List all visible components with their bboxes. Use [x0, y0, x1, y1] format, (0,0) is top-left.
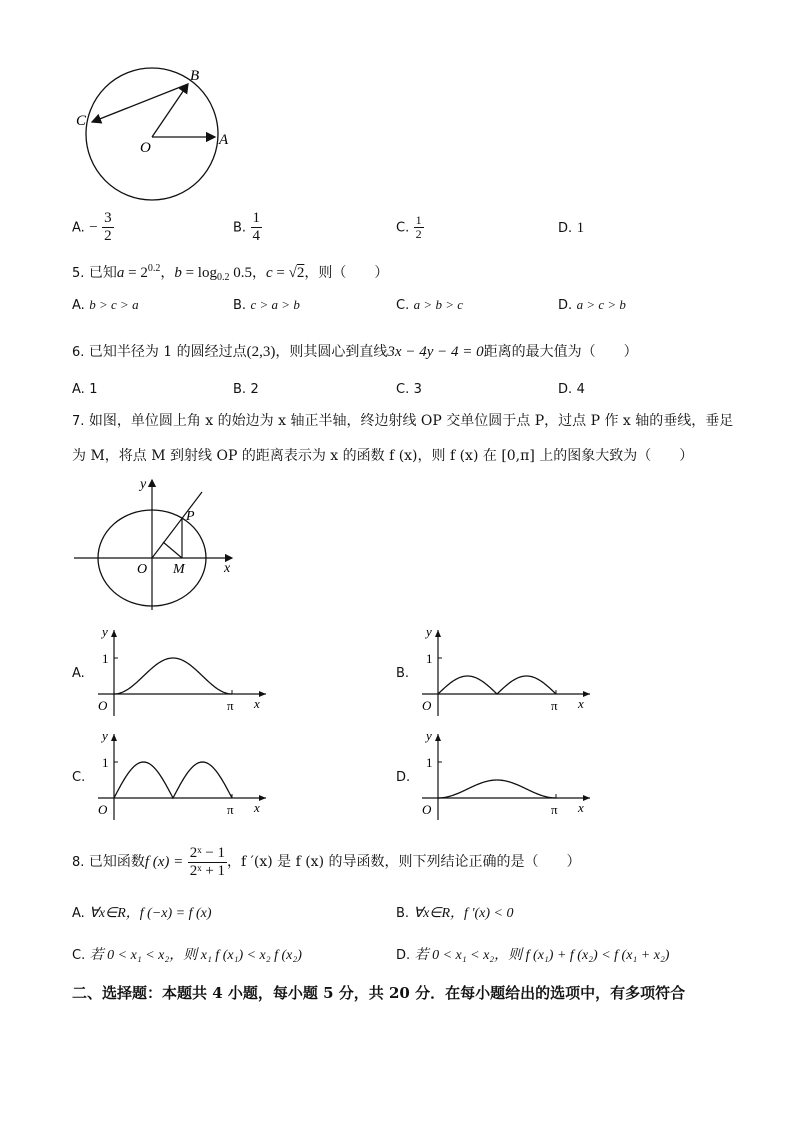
q6-point: (2,3) — [246, 344, 276, 360]
function-curve — [438, 780, 556, 798]
x-axis-arrow — [259, 691, 266, 697]
y-axis-arrow — [435, 734, 441, 741]
q7-unit-circle-figure — [70, 474, 250, 614]
fig-label-x: x — [224, 561, 231, 576]
tick-label-pi: π — [227, 698, 234, 713]
fraction-denominator: 2ˣ + 1 — [189, 862, 226, 879]
axis-label-y: y — [102, 728, 108, 743]
tick-label-one: 1 — [102, 755, 109, 770]
q5-option-b[interactable] — [233, 295, 300, 316]
circle-o — [86, 68, 218, 200]
q6-text-3: 距离的最大值为（ ） — [483, 344, 638, 360]
option-label: B. — [233, 298, 247, 313]
q8-option-a[interactable] — [72, 903, 212, 924]
option-value: 2 — [250, 382, 259, 397]
q5-suffix: ，则（ ） — [304, 265, 389, 281]
option-value: a > b > c — [413, 297, 463, 312]
option-value: ∀x∈R，f (−x) = f (x) — [89, 906, 212, 921]
q8-option-d[interactable] — [396, 945, 669, 966]
fraction-one-half: $\frac{1}{2}$ — [415, 213, 422, 241]
option-value: 4 — [576, 382, 585, 397]
axis-label-y: y — [426, 624, 432, 639]
vector-ob — [152, 84, 188, 137]
label-b: B — [190, 68, 200, 84]
option-label: A. — [72, 666, 85, 681]
option-value: ∀x∈R，f ′(x) < 0 — [413, 906, 514, 921]
option-value: 1 — [89, 382, 98, 397]
option-value: 3 — [413, 382, 422, 397]
origin-label: O — [422, 698, 432, 713]
fig-label-y: y — [140, 477, 147, 492]
axis-label-x: x — [254, 800, 260, 815]
fraction-three-halves: $\frac{3}{2}$ — [104, 210, 112, 244]
axis-label-y: y — [102, 624, 108, 639]
q5-stem: 5. 已知$a = 2^{0.2}$，$b = \log_{0.2} 0.5$，c = √2，则（ ） — [72, 263, 389, 283]
option-label: B. — [233, 382, 247, 397]
q7-option-a[interactable] — [72, 624, 272, 719]
q7-text-1: 如图，单位圆上角 x 的始边为 x 轴正半轴，终边射线 OP 交单位圆于点 P，过点 P 作 x 轴的垂线，垂足 — [88, 413, 734, 429]
q8-function-lhs: f (x) = — [144, 854, 184, 870]
q8-stem — [72, 842, 580, 883]
question-number: 5. — [72, 266, 85, 281]
x-axis-arrow — [259, 795, 266, 801]
q8-prefix: 已知函数 — [88, 854, 145, 870]
option-label: D. — [396, 948, 411, 963]
q5-option-c[interactable] — [396, 295, 463, 316]
origin-label: O — [98, 802, 108, 817]
option-value: a > c > b — [576, 297, 626, 312]
option-label: C. — [396, 382, 410, 397]
graph-b — [418, 624, 598, 719]
option-label: A. — [72, 382, 85, 397]
option-value: 若 0 < x₁ < x₂，则 x₁ f (x₁) < x₂ f (x₂) — [89, 948, 302, 963]
ray-op — [152, 492, 202, 558]
label-c: C — [76, 113, 87, 129]
q6-option-b[interactable] — [233, 379, 259, 400]
vector-bc — [92, 84, 188, 122]
q7-stem-line1 — [72, 411, 733, 432]
option-label: B. — [233, 220, 247, 236]
minus-sign: − — [89, 219, 98, 236]
tick-label-pi: π — [551, 802, 558, 817]
q7-option-c[interactable] — [72, 728, 272, 823]
option-label: C. — [396, 220, 410, 236]
q6-option-c[interactable] — [396, 379, 422, 400]
q7-stem-line2 — [72, 446, 693, 466]
graph-a — [94, 624, 274, 719]
question-number: 8. — [72, 855, 85, 870]
function-curve — [114, 658, 232, 694]
fig-label-o: O — [137, 562, 148, 577]
label-o: O — [140, 140, 151, 156]
q7-text-2: 为 M，将点 M 到射线 OP 的距离表示为 x 的函数 f (x)，则 f (x) 在 [0,π] 上的图象大致为（ ） — [72, 448, 694, 464]
q7-option-d[interactable] — [396, 728, 596, 823]
option-label: A. — [72, 298, 85, 313]
q6-text-2: ，则其圆心到直线 — [275, 344, 388, 360]
q8-option-b[interactable] — [396, 903, 514, 924]
q8-text: ，f ′(x) 是 f (x) 的导函数，则下列结论正确的是（ ） — [227, 854, 581, 870]
q6-option-a[interactable] — [72, 379, 98, 400]
q4-option-b[interactable] — [233, 210, 262, 245]
option-label: A. — [72, 906, 85, 921]
origin-label: O — [422, 802, 432, 817]
fig-label-m: M — [173, 562, 185, 577]
option-label: C. — [72, 770, 86, 785]
axis-label-x: x — [578, 696, 584, 711]
q8-function-fraction — [188, 845, 227, 880]
q5-option-d[interactable] — [558, 295, 626, 316]
y-axis-arrow — [435, 630, 441, 637]
q6-stem — [72, 342, 638, 363]
option-value: 若 0 < x₁ < x₂，则 f (x₁) + f (x₂) < f (x₁ + x₂) — [414, 948, 670, 963]
label-a: A — [219, 132, 229, 148]
option-label: D. — [558, 298, 573, 313]
q6-option-d[interactable] — [558, 379, 585, 400]
function-curve — [438, 676, 556, 694]
x-axis-arrow — [583, 691, 590, 697]
option-label: D. — [396, 770, 411, 785]
x-axis-arrow — [583, 795, 590, 801]
axis-label-y: y — [426, 728, 432, 743]
q7-option-b[interactable] — [396, 624, 596, 719]
q6-text-1: 已知半径为 1 的圆经过点 — [88, 344, 247, 360]
option-label: B. — [396, 906, 410, 921]
q4-option-a[interactable] — [72, 210, 114, 245]
graph-c — [94, 728, 274, 823]
section-2-heading: 二、选择题：本题共 4 小题，每小题 5 分，共 20 分．在每小题给出的选项中，有多项符合 — [72, 984, 686, 1002]
question-number: 7. — [72, 414, 85, 429]
distance-m-to-op — [163, 542, 182, 558]
option-label: D. — [558, 382, 573, 397]
q8-option-c[interactable] — [72, 945, 302, 966]
option-label: D. — [558, 221, 573, 236]
q5-option-a[interactable] — [72, 295, 139, 316]
fig-label-p: P — [186, 509, 195, 524]
y-axis-arrow — [111, 630, 117, 637]
option-value: c > a > b — [250, 297, 300, 312]
option-label: A. — [72, 220, 85, 236]
q5-prefix: 已知 — [88, 265, 117, 281]
option-value: b > c > a — [89, 297, 139, 312]
graph-d — [418, 728, 598, 823]
function-curve — [114, 762, 232, 798]
tick-label-one: 1 — [426, 651, 433, 666]
tick-label-one: 1 — [102, 651, 109, 666]
q4-circle-figure — [70, 60, 250, 210]
axis-label-x: x — [578, 800, 584, 815]
option-value: 1 — [576, 220, 585, 236]
option-label: C. — [396, 298, 410, 313]
y-axis-arrow — [111, 734, 117, 741]
option-label: B. — [396, 666, 410, 681]
tick-label-pi: π — [227, 802, 234, 817]
tick-label-pi: π — [551, 698, 558, 713]
q4-option-c[interactable] — [396, 214, 424, 241]
q5-expr-a: a — [116, 265, 125, 281]
question-number: 6. — [72, 345, 85, 360]
q4-option-d[interactable] — [558, 218, 584, 239]
option-label: C. — [72, 948, 86, 963]
fraction-numerator: 2ˣ − 1 — [189, 844, 226, 861]
axis-label-x: x — [254, 696, 260, 711]
q6-line-equation: 3x − 4y − 4 = 0 — [387, 344, 484, 360]
fraction-one-quarter: $\frac{1}{4}$ — [252, 210, 261, 244]
origin-label: O — [98, 698, 108, 713]
tick-label-one: 1 — [426, 755, 433, 770]
